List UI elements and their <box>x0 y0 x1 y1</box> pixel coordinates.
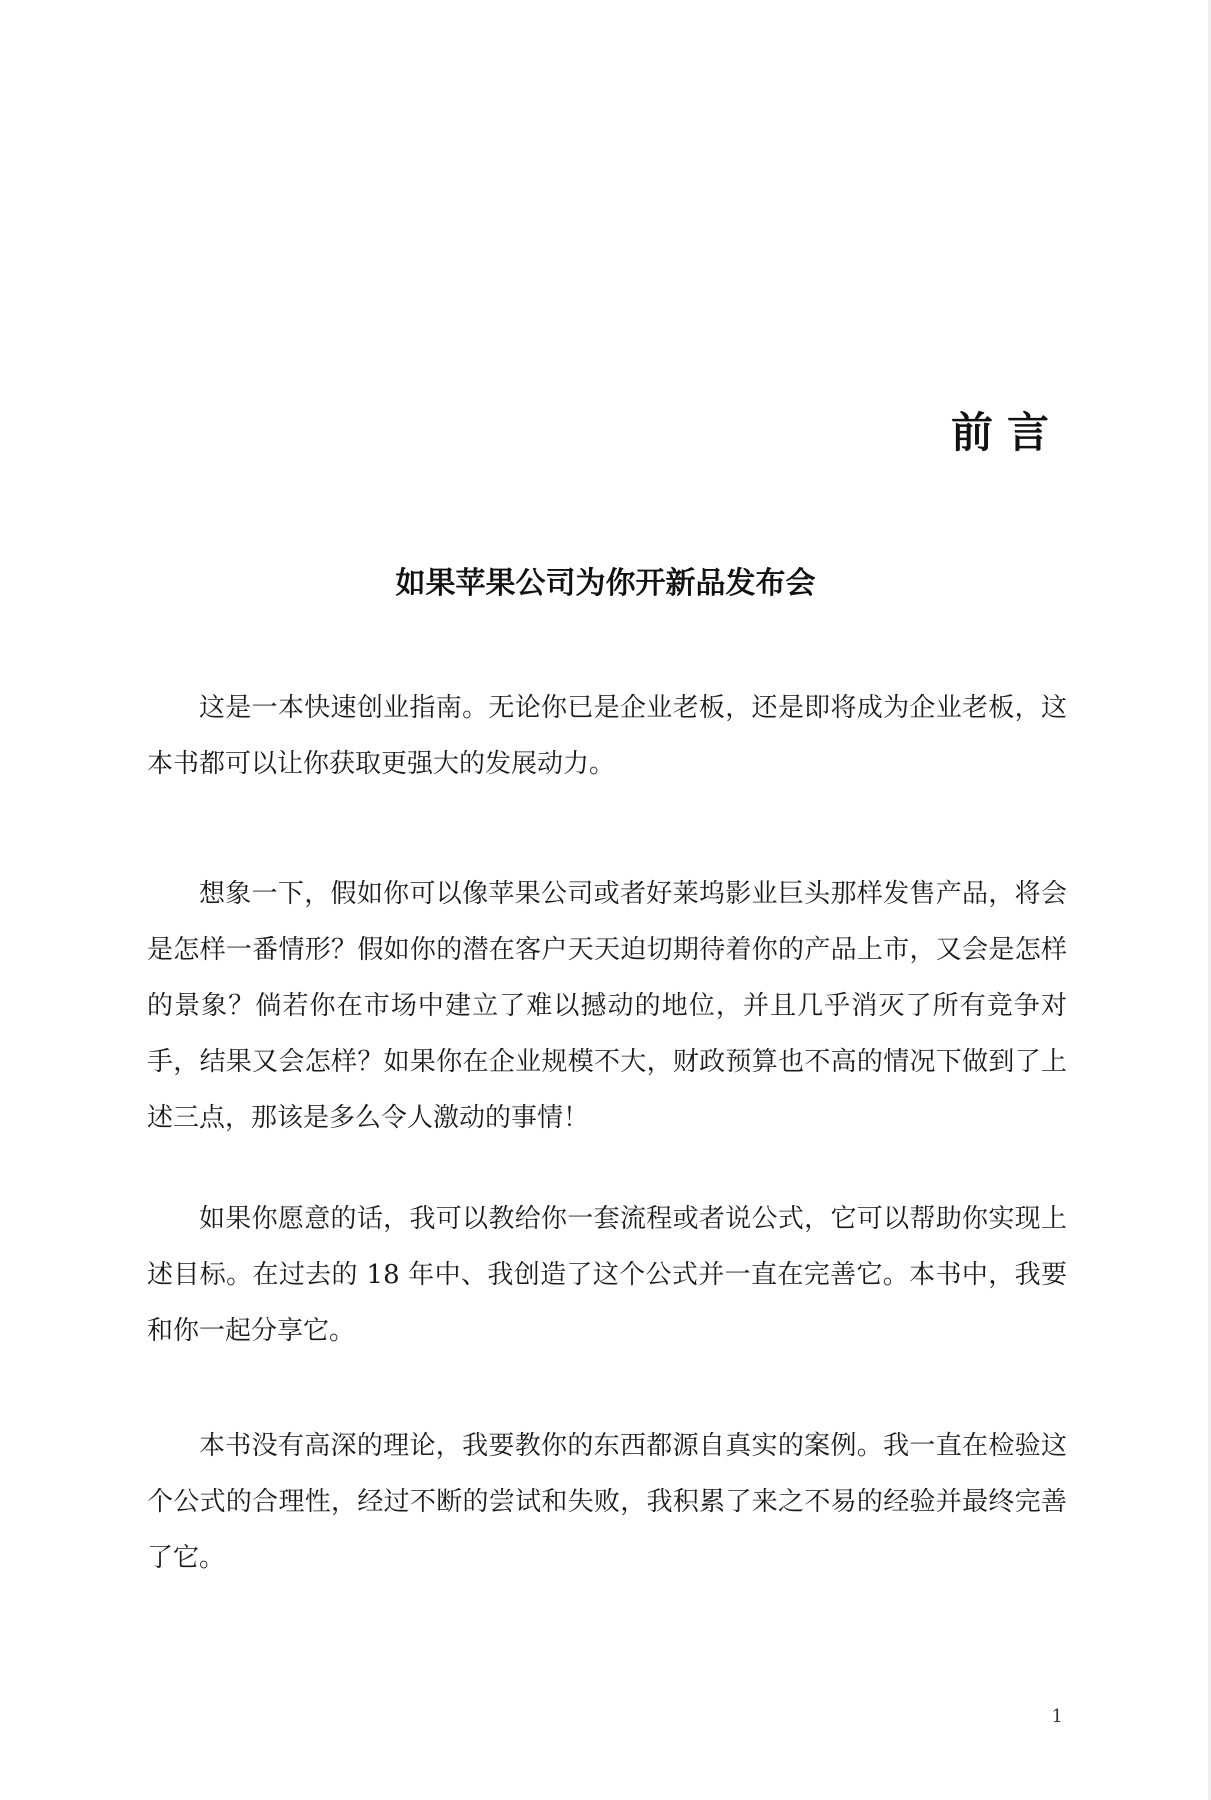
paragraph-1 <box>147 680 1067 792</box>
chapter-title: 前言 <box>950 408 1063 457</box>
paragraph-text: 想象一下，假如你可以像苹果公司或者好莱坞影业巨头那样发售产品，将会是怎样一番情形？假如你的潜在客户天天迫切期待着你的产品上市，又会是怎样的景象？倘若你在市场中建立了难以撼动的地位，并且几乎消灭了所有竞争对手，结果又会怎样？如果你在企业规模不大，财政预算也不高的情况下做到了上述三点，那该是多么令人激动的事情！ <box>147 879 1067 1133</box>
paragraph-4 <box>147 1418 1067 1586</box>
page-number: 1 <box>1051 1706 1063 1727</box>
paragraph-text: 这是一本快速创业指南。无论你已是企业老板，还是即将成为企业老板，这本书都可以让你获取更强大的发展动力。 <box>147 693 1067 779</box>
paragraph-text: 如果你愿意的话，我可以教给你一套流程或者说公式，它可以帮助你实现上述目标。在过去的 18 年中、我创造了这个公式并一直在完善它。本书中，我要和你一起分享它。 <box>147 1204 1067 1346</box>
paragraph-2 <box>147 866 1067 1146</box>
paragraph-text: 本书没有高深的理论，我要教你的东西都源自真实的案例。我一直在检验这个公式的合理性，经过不断的尝试和失败，我积累了来之不易的经验并最终完善了它。 <box>147 1431 1067 1573</box>
section-title: 如果苹果公司为你开新品发布会 <box>395 566 816 601</box>
paragraph-3 <box>147 1191 1067 1359</box>
